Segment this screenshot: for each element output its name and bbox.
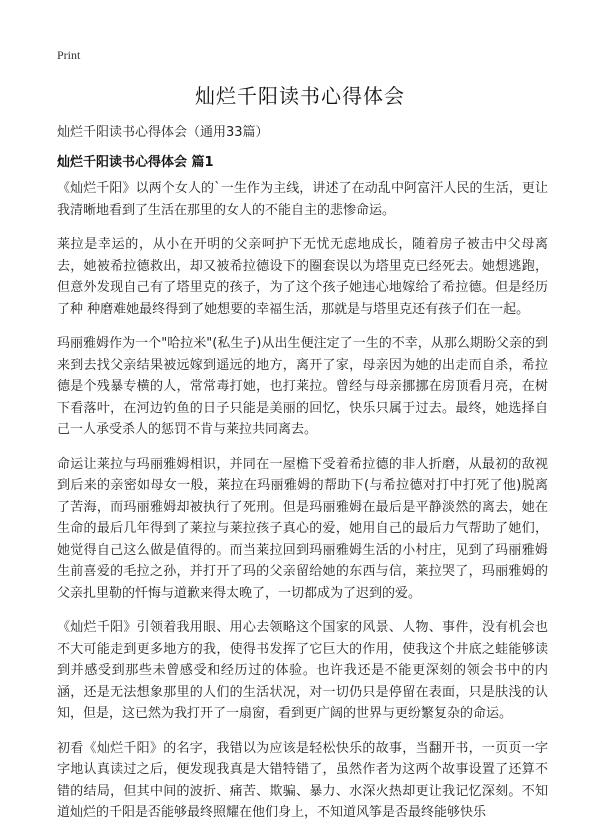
paragraph: 命运让莱拉与玛丽雅姆相识，并同在一屋檐下受着希拉德的非人折磨，从最初的敌视到后来的亲密如母女一般，莱拉在玛丽雅姆的帮助下(与希拉德对打中打死了他)脱离了苦海，而玛丽雅姆却被执行了死刑。但是玛丽雅姆在最后是平静淡然的离去，她在生命的最后几年得到了莱拉与莱拉孩子真心的爱，她用自己的最后力气帮助了她们，她觉得自己这么做是值得的。而当莱拉回到玛丽雅姆生活的小村庄，见到了玛丽雅姆生前喜爱的毛拉之孙，并打开了玛的父亲留给她的东西与信，莱拉哭了，玛丽雅姆的父亲扎里勒的忏悔与道歉来得太晚了，一切都成为了迟到的爱。 xyxy=(57,456,548,601)
paragraph: 玛丽雅姆作为一个"哈拉米"(私生子)从出生便注定了一生的不幸，从那么期盼父亲的到来到去找父亲结果被远嫁到遥远的地方，离开了家，母亲因为她的出走而自杀，希拉德是个残暴专横的人，常常毒打她，也打莱拉。曾经与母亲挪挪在房顶看月亮，在树下看落叶，在河边钓鱼的日子只能是美丽的回忆，快乐只属于过去。最终，她选择自己一人承受杀人的惩罚不肯与莱拉共同离去。 xyxy=(57,336,548,437)
paragraph: 莱拉是幸运的，从小在开明的父亲呵护下无忧无虑地成长，随着房子被击中父母离去，她被希拉德救出，却又被希拉德设下的圈套误以为塔里克已经死去。她想逃跑，但意外发现自己有了塔里克的孩子，为了这个孩子她违心地嫁给了希拉德。但是经历了种 种磨难她最终得到了她想要的幸福生活，那就是与塔里克还有孩子们在一起。 xyxy=(57,237,548,317)
article-body xyxy=(57,178,548,837)
paragraph: 《灿烂千阳》引领着我用眼、用心去领略这个国家的风景、人物、事件，没有机会也不大可能走到更多地方的我，使得书发挥了它巨大的作用，使我这个井底之蛙能够读到并感受到那些未曾感受和经历过的体验。也许我还是不能更深刻的领会书中的内涵，还是无法想象那里的人们的生活状况，对一切仍只是停留在表面，只是肤浅的认知，但是，这已然为我打开了一扇窗，看到更广阔的世界与更纷繁复杂的命运。 xyxy=(57,620,548,721)
print-link[interactable]: Print xyxy=(57,48,81,62)
paragraph: 《灿烂千阳》以两个女人的`一生作为主线，讲述了在动乱中阿富汗人民的生活，更让我清晰地看到了生活在那里的女人的不能自主的悲惨命运。 xyxy=(57,181,548,218)
section-heading: 灿烂千阳读书心得体会 篇1 xyxy=(57,155,214,170)
document-subtitle: 灿烂千阳读书心得体会（通用33篇） xyxy=(57,125,269,140)
paragraph: 初看《灿烂千阳》的名字，我错以为应该是轻松快乐的故事，当翻开书，一页页一字字地认真读过之后，便发现我真是大错特错了，虽然作者为这两个故事设置了还算不错的结局，但其中间的波折、痛苦、欺骗、暴力、水深火热却更让我记忆深刻。不知道灿烂的千阳是否能够最终照耀在他们身上，不知道风筝是否最终能够快乐 xyxy=(57,740,548,820)
page-title: 灿烂千阳读书心得体会 xyxy=(195,84,405,108)
